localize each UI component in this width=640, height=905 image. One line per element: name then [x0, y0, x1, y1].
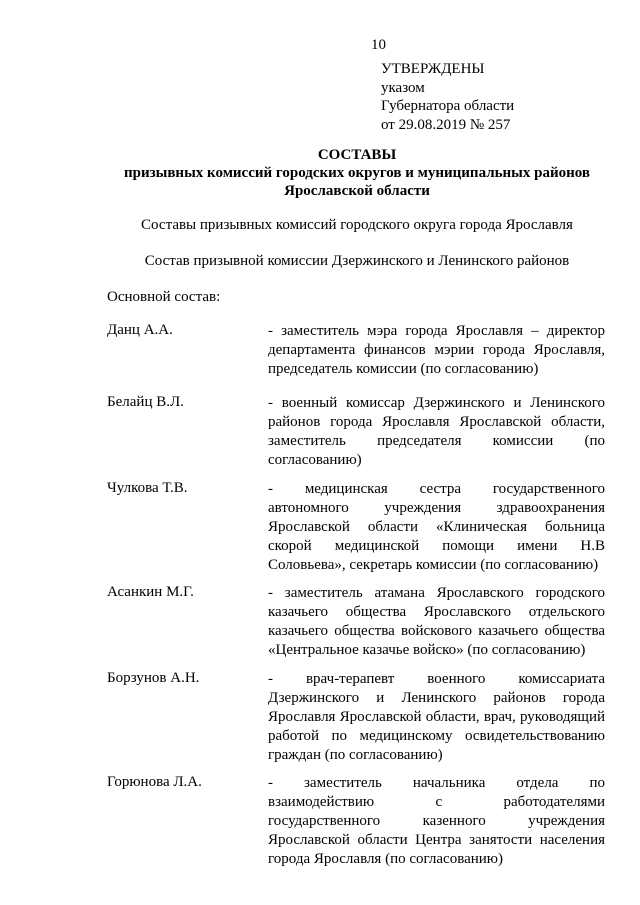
member-name: Асанкин М.Г. [107, 584, 194, 600]
approval-line: указом [381, 79, 425, 96]
member-name: Горюнова Л.А. [107, 774, 202, 790]
member-name: Данц А.А. [107, 322, 173, 338]
member-role: - заместитель начальника отдела по взаимодействию с работодателями государственного казенного учреждения Ярославской области Центра занятости населения города Ярославля (по согласованию) [268, 775, 605, 867]
subheading-commission: Состав призывной комиссии Дзержинского и Ленинского районов [144, 253, 570, 269]
member-name: Белайц В.Л. [107, 394, 184, 410]
approval-line: Губернатора области [381, 98, 515, 114]
title-line: призывных комиссий городских округов и муниципальных районов [123, 165, 591, 181]
member-role: - военный комиссар Дзержинского и Ленинского районов города Ярославля Ярославской области, заместитель председателя комиссии (по согласованию) [268, 395, 605, 468]
approval-line: от 29.08.2019 № 257 [381, 116, 511, 133]
approval-line: УТВЕРЖДЕНЫ [381, 61, 485, 77]
document-title [100, 146, 614, 200]
approval-stamp [381, 60, 514, 134]
title-line: Ярославской области [284, 183, 430, 199]
member-role: - медицинская сестра государственного автономного учреждения здравоохранения Ярославской области «Клиническая больница скорой медицинской помощи имени Н.В Соловьева», секретарь комиссии (по согласованию) [268, 481, 605, 573]
subheading-city: Составы призывных комиссий городского округа города Ярославля [141, 217, 573, 233]
member-name: Борзунов А.Н. [107, 670, 200, 686]
member-role: - врач-терапевт военного комиссариата Дзержинского и Ленинского районов города Ярославля Ярославской области, врач, руководящий работой по медицинскому освидетельствованию граждан (по согласованию) [268, 671, 605, 763]
section-label: Основной состав: [107, 289, 221, 305]
member-role: - заместитель мэра города Ярославля – директор департамента финансов мэрии города Ярославля, председатель комиссии (по согласованию) [268, 323, 605, 377]
member-name: Чулкова Т.В. [107, 480, 188, 496]
page-number: 10 [371, 37, 386, 53]
title-line: СОСТАВЫ [317, 147, 397, 163]
member-role: - заместитель атамана Ярославского городского казачьего общества Ярославского отдельского казачьего общества войскового казачьего общества «Центральное казачье войско» (по согласованию) [268, 585, 605, 658]
